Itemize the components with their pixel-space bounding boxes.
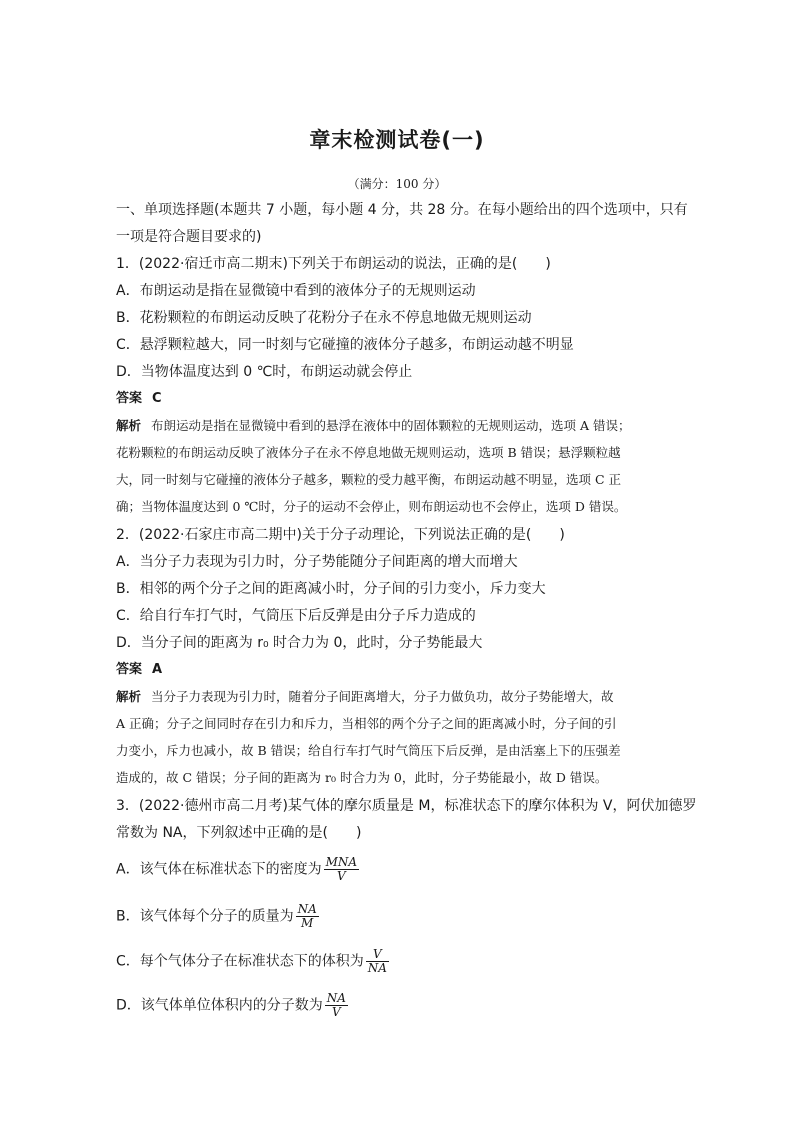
q3-stem-line2: 常数为 NA，下列叙述中正确的是( ) xyxy=(116,825,362,841)
q3-option-d: D．该气体单位体积内的分子数为 $\frac{NA}{V}$ xyxy=(116,991,346,1019)
solution-label: 解析 xyxy=(116,689,142,704)
q2-solution-line2: A 正确；分子之间同时存在引力和斥力，当相邻的两个分子之间的距离减小时，分子间的引 xyxy=(116,716,617,731)
q1-solution-line3: 大，同一时刻与它碰撞的液体分子越多，颗粒的受力越平衡，布朗运动越不明显，选项 C 正 xyxy=(116,472,622,487)
score-note: （满分：100 分） xyxy=(347,177,447,191)
q2-solution-line1: 解析 当分子力表现为引力时，随着分子间距离增大，分子力做负功，故分子势能增大，故 xyxy=(116,689,614,704)
q2-answer xyxy=(116,661,162,679)
answer-value: C xyxy=(152,391,162,406)
answer-value: A xyxy=(152,662,163,677)
fraction: $\frac{V}{NA}$ xyxy=(367,947,387,975)
answer-label: 答案 xyxy=(116,391,143,406)
q2-option-b: B．相邻的两个分子之间的距离减小时，分子间的引力变小，斥力变大 xyxy=(116,581,546,597)
q1-answer xyxy=(116,390,162,408)
q1-option-b: B．花粉颗粒的布朗运动反映了花粉分子在永不停息地做无规则运动 xyxy=(116,310,532,326)
q1-solution-line1: 解析 布朗运动是指在显微镜中看到的悬浮在液体中的固体颗粒的无规则运动，选项 A 错误； xyxy=(116,418,631,433)
q2-solution-line4: 造成的，故 C 错误；分子间的距离为 r₀ 时合力为 0，此时，分子势能最小，故 D 错误。 xyxy=(116,770,608,785)
q2-solution-line3: 力变小，斥力也减小，故 B 错误；给自行车打气时气筒压下后反弹，是由活塞上下的压强差 xyxy=(116,743,621,758)
q1-option-d: D．当物体温度达到 0 ℃时，布朗运动就会停止 xyxy=(116,364,413,380)
q1-option-c: C．悬浮颗粒越大，同一时刻与它碰撞的液体分子越多，布朗运动越不明显 xyxy=(116,337,574,353)
q3-stem-line1: 3．(2022·德州市高二月考)某气体的摩尔质量是 M，标准状态下的摩尔体积为 V，阿伏加德罗 xyxy=(116,798,697,814)
q2-option-a: A．当分子力表现为引力时，分子势能随分子间距离的增大而增大 xyxy=(116,554,518,570)
q3-option-b: B．该气体每个分子的质量为 $\frac{NA}{M}$ xyxy=(116,902,317,930)
q3-option-c: C．每个气体分子在标准状态下的体积为 $\frac{V}{NA}$ xyxy=(116,947,387,975)
solution-label: 解析 xyxy=(116,418,142,433)
q2-option-d: D．当分子间的距离为 r₀ 时合力为 0，此时，分子势能最大 xyxy=(116,635,483,651)
fraction: $\frac{NA}{V}$ xyxy=(326,991,346,1019)
q1-solution-line2: 花粉颗粒的布朗运动反映了液体分子在永不停息地做无规则运动，选项 B 错误；悬浮颗粒越 xyxy=(116,445,621,460)
fraction: $\frac{\text{MNA}}{V}$ xyxy=(325,855,358,883)
q2-stem: 2．(2022·石家庄市高二期中)关于分子动理论，下列说法正确的是( ) xyxy=(116,527,565,543)
q1-solution-line4: 确；当物体温度达到 0 ℃时，分子的运动不会停止，则布朗运动也不会停止，选项 D 错误。 xyxy=(116,499,627,514)
q1-option-a: A．布朗运动是指在显微镜中看到的液体分子的无规则运动 xyxy=(116,283,476,299)
section-heading-line2: 一项是符合题目要求的) xyxy=(116,229,262,245)
q1-stem: 1．(2022·宿迁市高二期末)下列关于布朗运动的说法，正确的是( ) xyxy=(116,256,551,272)
q3-option-a: A．该气体在标准状态下的密度为 $\frac{\text{MNA}}{V}$ xyxy=(116,855,358,883)
q2-option-c: C．给自行车打气时，气筒压下后反弹是由分子斥力造成的 xyxy=(116,608,476,624)
section-heading-line1: 一、单项选择题(本题共 7 小题，每小题 4 分，共 28 分。在每小题给出的四个选项中，只有 xyxy=(116,202,688,218)
fraction: $\frac{NA}{M}$ xyxy=(297,902,317,930)
page-title: 章末检测试卷(一) xyxy=(309,128,485,152)
answer-label: 答案 xyxy=(116,662,143,677)
